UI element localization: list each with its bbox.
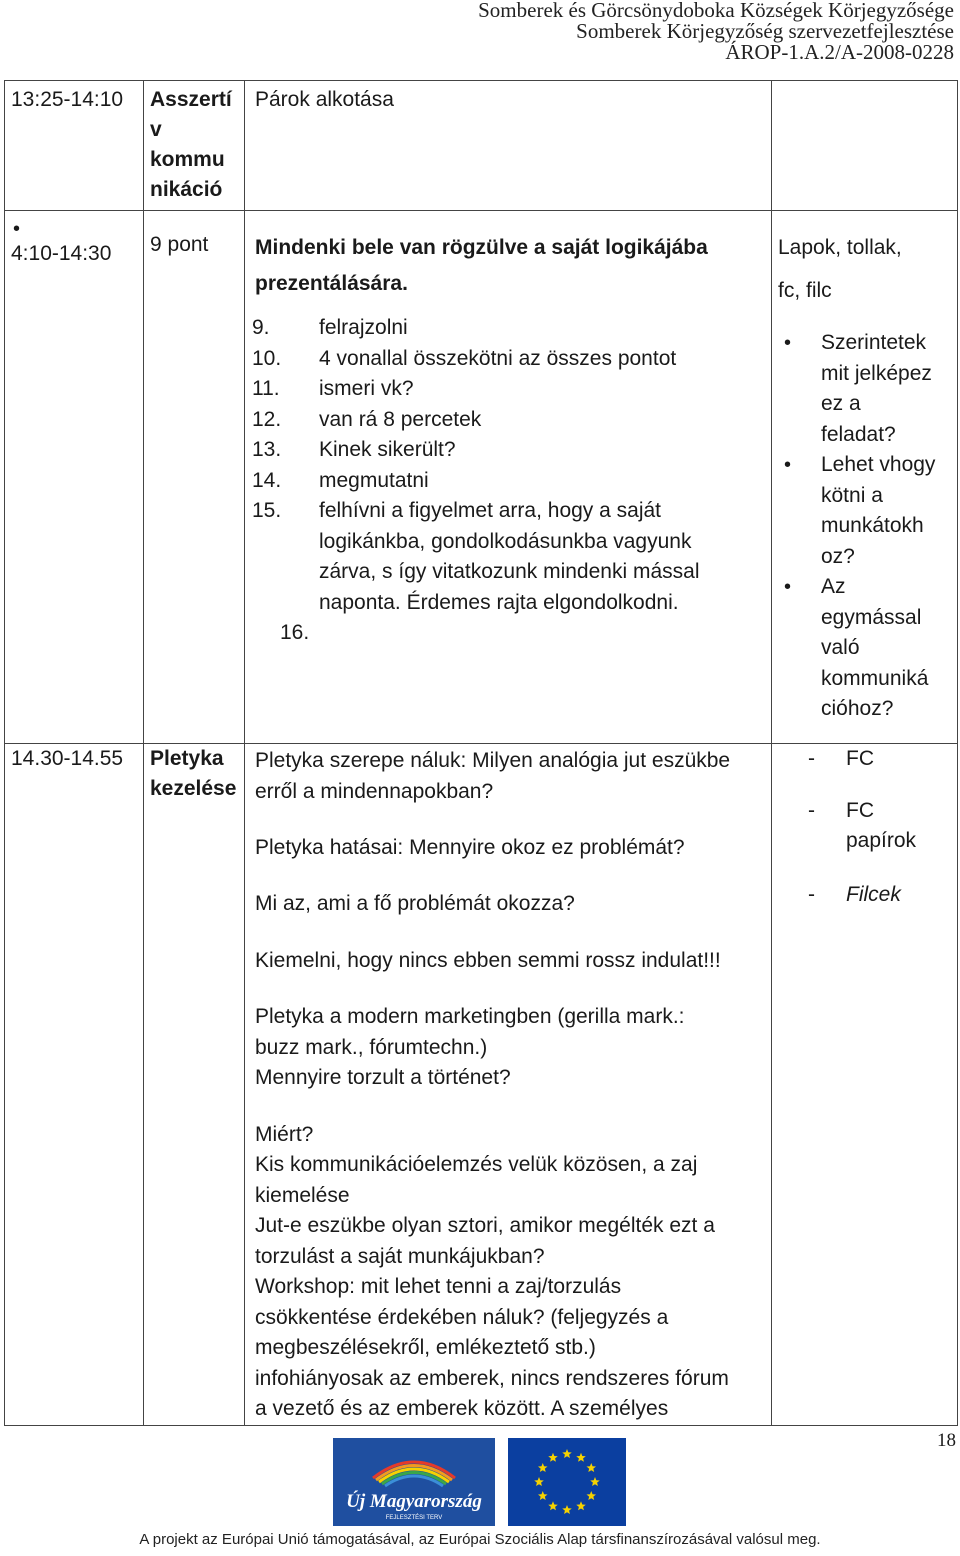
text-line: Kiemelni, hogy nincs ebben semmi rossz indulat!!! <box>255 948 721 972</box>
list-item <box>772 744 957 774</box>
intro-line: prezentálására. <box>255 272 408 295</box>
materials-cell <box>772 744 958 1426</box>
paragraph <box>255 744 771 808</box>
bullet-icon: • <box>784 454 792 476</box>
question-line: kommuniká <box>821 666 929 690</box>
text-line: kiemelése <box>255 1183 350 1207</box>
text-line: Mennyire torzult a történet? <box>255 1066 511 1089</box>
eu-flag-logo <box>508 1438 626 1526</box>
topic-label <box>144 81 244 205</box>
topic-line: Pletyka <box>150 747 224 770</box>
header-line-2: Somberek Körjegyzőség szervezetfejlesztése <box>576 19 954 43</box>
step-number: 14. <box>252 468 282 492</box>
step-number: 16. <box>280 621 310 644</box>
list-item <box>784 450 957 572</box>
text-line: Kis kommunikációelemzés velük közösen, a zaj <box>255 1153 698 1176</box>
text-line: torzulást a saját munkájukban? <box>255 1244 545 1268</box>
question-line: egymással <box>821 605 922 629</box>
question-line: való <box>821 636 860 659</box>
activity-cell <box>245 211 772 744</box>
paragraph <box>255 833 771 864</box>
activity-cell <box>245 744 772 1426</box>
step-text: megmutatni <box>319 468 429 492</box>
text-line: Pletyka hatásai: Mennyire okoz ez problémát? <box>255 835 685 859</box>
list-item <box>245 374 771 405</box>
step-text: Kinek sikerült? <box>319 438 456 461</box>
material-text: FC <box>846 747 874 770</box>
step-text: van rá 8 percetek <box>319 407 482 431</box>
material-text: Filcek <box>846 883 901 906</box>
step-text: naponta. Érdemes rajta elgondolkodni. <box>319 590 679 614</box>
time-label: 4:10-14:30 <box>11 242 112 265</box>
list-item <box>245 344 771 375</box>
materials-cell <box>772 81 958 211</box>
topic-line: Asszertí <box>150 88 232 111</box>
text-line: megbeszélésekről, emlékeztető stb.) <box>255 1336 596 1359</box>
question-line: Lehet vhogy <box>821 453 936 476</box>
questions-list <box>772 328 957 725</box>
list-item <box>245 435 771 466</box>
uj-magyarorszag-logo <box>333 1438 495 1526</box>
topic-label <box>144 744 244 804</box>
topic-line: kommu <box>150 148 225 171</box>
page-number: 18 <box>937 1430 956 1451</box>
materials-text <box>772 211 957 316</box>
step-number: 15. <box>252 499 282 522</box>
topic-line: v <box>150 118 162 141</box>
dash-marker: - <box>808 747 815 770</box>
text-line: Pletyka a modern marketingben (gerilla mark.: <box>255 1005 685 1028</box>
topic-cell <box>144 744 245 1426</box>
question-line: oz? <box>821 544 855 568</box>
text-line: infohiányosak az emberek, nincs rendszeres fórum <box>255 1366 729 1390</box>
list-item <box>245 496 771 618</box>
list-item <box>245 466 771 497</box>
question-line: cióhoz? <box>821 697 894 720</box>
text-line: csökkentése érdekében náluk? (feljegyzés a <box>255 1305 669 1329</box>
activity-intro <box>245 211 771 302</box>
intro-line: Mindenki bele van rögzülve a saját logikájába <box>255 236 708 259</box>
bullet-icon: • <box>784 576 792 598</box>
topic-cell <box>144 81 245 211</box>
topic-label: 9 pont <box>150 233 209 256</box>
step-number: 13. <box>252 438 282 461</box>
text-line: buzz mark., fórumtechn.) <box>255 1035 488 1059</box>
time-label: 13:25-14:10 <box>11 88 124 111</box>
step-number: 9. <box>252 316 270 339</box>
step-text: zárva, s így vitatkozunk mindenki mással <box>319 560 700 583</box>
logo-subtext: FEJLESZTÉSI TERV <box>385 1515 443 1521</box>
question-line: mit jelképez <box>821 361 932 385</box>
header-line-1: Somberek és Görcsönydoboka Községek Körjegyzősége <box>478 0 954 22</box>
list-item <box>784 328 957 450</box>
step-text: 4 vonallal összekötni az összes pontot <box>319 346 677 370</box>
topic-line: kezelése <box>150 777 237 800</box>
text-line: Mi az, ami a fő problémát okozza? <box>255 892 575 915</box>
time-label: 14.30-14.55 <box>11 747 124 770</box>
question-line: Az <box>821 575 846 598</box>
time-cell <box>5 744 144 1426</box>
activity-text <box>245 744 771 1425</box>
text-line: a vezető és az emberek között. A személyes <box>255 1397 669 1420</box>
time-cell <box>5 211 144 744</box>
bullet-icon: • <box>13 218 21 240</box>
training-plan-table <box>4 80 958 1426</box>
header-line-3: ÁROP-1.A.2/A-2008-0228 <box>725 40 954 64</box>
step-number: 12. <box>252 407 282 431</box>
footer-text: A projekt az Európai Unió támogatásával, az Európai Szociális Alap társfinanszírozásával valósul meg. <box>139 1531 821 1548</box>
list-item <box>245 313 771 344</box>
steps-list <box>245 313 771 649</box>
list-item <box>772 880 957 910</box>
step-text: felhívni a figyelmet arra, hogy a saját <box>319 499 662 522</box>
topic-line: nikáció <box>150 178 223 201</box>
text-line: Jut-e eszükbe olyan sztori, amikor megélték ezt a <box>255 1214 715 1237</box>
list-item <box>245 405 771 436</box>
table-row <box>5 744 958 1426</box>
materials-line: Lapok, tollak, <box>778 236 902 259</box>
text-line: Miért? <box>255 1122 314 1146</box>
paragraph <box>255 946 771 977</box>
step-text: logikánkba, gondolkodásunkba vagyunk <box>319 529 692 553</box>
materials-list <box>772 744 957 910</box>
question-line: feladat? <box>821 422 896 446</box>
step-number: 11. <box>252 377 280 400</box>
dash-marker: - <box>808 883 815 906</box>
text-line: erről a mindennapokban? <box>255 780 494 803</box>
material-text: papírok <box>846 829 917 852</box>
table-row <box>5 81 958 211</box>
topic-cell <box>144 211 245 744</box>
time-cell <box>5 81 144 211</box>
table-row <box>5 211 958 744</box>
step-text: ismeri vk? <box>319 377 414 400</box>
text-line: Workshop: mit lehet tenni a zaj/torzulás <box>255 1275 622 1298</box>
list-item <box>772 796 957 856</box>
question-line: kötni a <box>821 483 883 507</box>
question-line: munkátokh <box>821 514 924 537</box>
dash-marker: - <box>808 799 815 822</box>
text-line: Pletyka szerepe náluk: Milyen analógia jut eszükbe <box>255 749 731 772</box>
material-text: FC <box>846 799 874 822</box>
list-item <box>245 618 771 649</box>
activity-cell <box>245 81 772 211</box>
step-text: felrajzolni <box>319 316 408 339</box>
page-header <box>478 0 954 63</box>
paragraph <box>255 1120 771 1425</box>
step-number: 10. <box>252 346 282 370</box>
list-item <box>784 572 957 725</box>
bullet-icon: • <box>784 332 792 354</box>
materials-line: fc, filc <box>778 279 832 302</box>
logo-text: Új Magyarország <box>346 1491 482 1512</box>
question-line: ez a <box>821 392 861 415</box>
question-line: Szerintetek <box>821 331 927 354</box>
paragraph <box>255 889 771 920</box>
paragraph <box>255 1002 771 1094</box>
activity-text: Párok alkotása <box>255 88 394 111</box>
materials-cell <box>772 211 958 744</box>
